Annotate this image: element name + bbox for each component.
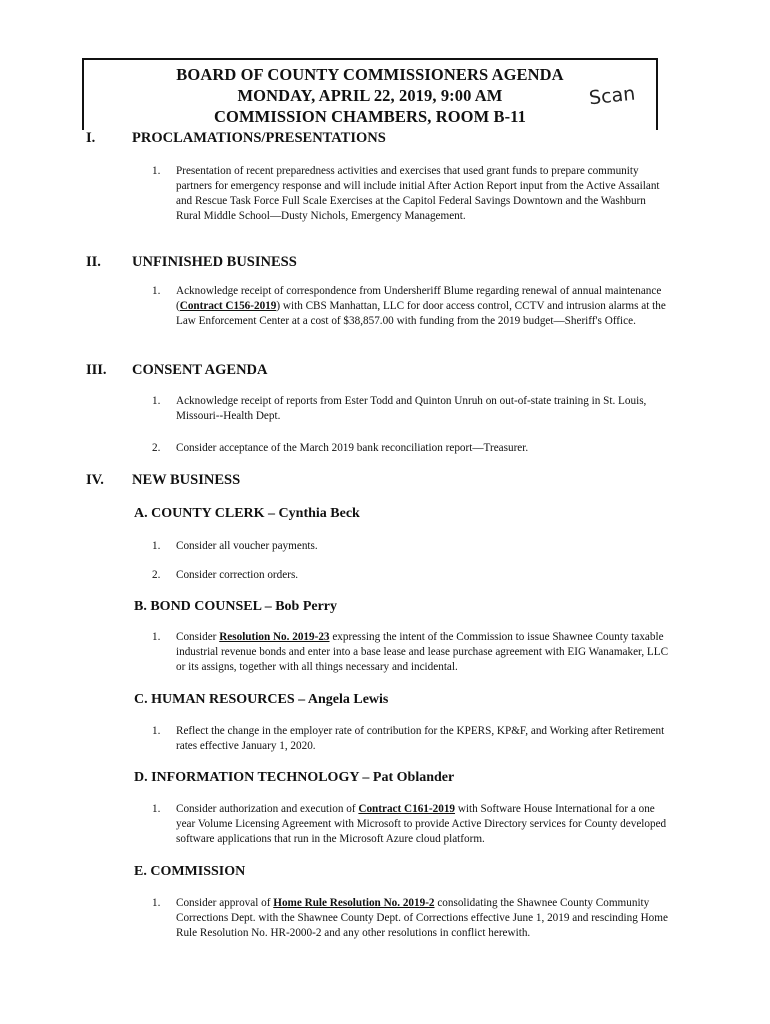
section-title: UNFINISHED BUSINESS — [132, 254, 297, 270]
agenda-item — [152, 568, 672, 583]
agenda-item — [152, 802, 672, 847]
item-number: 1. — [152, 395, 161, 407]
item-text: Consider all voucher payments. — [176, 540, 318, 552]
agenda-item — [152, 896, 672, 941]
item-number: 2. — [152, 442, 161, 454]
item-number: 1. — [152, 165, 161, 177]
agenda-item — [152, 441, 672, 456]
section-number: II. — [86, 254, 101, 270]
header-location: COMMISSION CHAMBERS, ROOM B-11 — [214, 107, 526, 126]
section-number: I. — [86, 130, 96, 146]
section-number: III. — [86, 362, 107, 378]
agenda-item — [152, 724, 672, 754]
item-text: Consider approval of Home Rule Resolution No. 2019-2 consolidating the Shawnee County Community Corrections Dept. with the Shawnee County Dept. of Corrections effective June 1, 2019 and rescinding Home Rule Resolution No. HR-2000-2 and any other resolutions in conflict herewith. — [176, 897, 668, 939]
item-number: 1. — [152, 285, 161, 297]
item-text: Reflect the change in the employer rate of contribution for the KPERS, KP&F, and Working after Retirement rates effective January 1, 2020. — [176, 725, 665, 752]
agenda-item — [152, 164, 672, 224]
handwritten-note: Scan — [587, 82, 637, 110]
item-number: 2. — [152, 569, 161, 581]
item-text: Consider authorization and execution of Contract C161-2019 with Software House International for a one year Volume Licensing Agreement with Microsoft to provide Active Directory services for County developed software applications that run in the Microsoft Azure cloud platform. — [176, 803, 667, 845]
agenda-item — [152, 394, 672, 424]
home-rule-resolution-link[interactable]: Home Rule Resolution No. 2019-2 — [273, 897, 435, 909]
agenda-item — [152, 284, 672, 329]
contract-link[interactable]: Contract C156-2019 — [179, 300, 277, 312]
subsection-title: C. HUMAN RESOURCES – Angela Lewis — [134, 692, 389, 707]
item-number: 1. — [152, 725, 161, 737]
subsection-title: E. COMMISSION — [134, 864, 246, 879]
agenda-item — [152, 630, 672, 675]
contract-link[interactable]: Contract C161-2019 — [358, 803, 456, 815]
section-title: NEW BUSINESS — [132, 472, 241, 488]
header-title: BOARD OF COUNTY COMMISSIONERS AGENDA — [176, 65, 564, 84]
resolution-link[interactable]: Resolution No. 2019-23 — [219, 631, 330, 643]
agenda-header — [82, 58, 658, 130]
item-text: Consider correction orders. — [176, 569, 299, 581]
item-text: Acknowledge receipt of reports from Ester Todd and Quinton Unruh on out-of-state training in St. Louis, Missouri--Health Dept. — [176, 395, 647, 422]
item-number: 1. — [152, 897, 161, 909]
subsection-title: A. COUNTY CLERK – Cynthia Beck — [134, 506, 360, 521]
subsection-title: D. INFORMATION TECHNOLOGY – Pat Oblander — [134, 770, 455, 785]
header-date: MONDAY, APRIL 22, 2019, 9:00 AM — [237, 86, 503, 105]
item-number: 1. — [152, 803, 161, 815]
item-number: 1. — [152, 631, 161, 643]
item-text: Consider acceptance of the March 2019 bank reconciliation report—Treasurer. — [176, 442, 529, 454]
section-title: CONSENT AGENDA — [132, 362, 268, 378]
agenda-item — [152, 539, 672, 554]
section-title: PROCLAMATIONS/PRESENTATIONS — [132, 130, 386, 146]
item-number: 1. — [152, 540, 161, 552]
item-text: Acknowledge receipt of correspondence from Undersheriff Blume regarding renewal of annual maintenance (Contract C156-2019) with CBS Manhattan, LLC for door access control, CCTV and intrusion alarms at the Law Enforcement Center at a cost of $38,857.00 with funding from the 2019 budget—Sheriff's Office. — [176, 285, 666, 327]
section-number: IV. — [86, 472, 104, 488]
item-text: Consider Resolution No. 2019-23 expressing the intent of the Commission to issue Shawnee County taxable industrial revenue bonds and enter into a base lease and lease purchase agreement with EIG Wanamaker, LLC or its assigns, together with all things necessary and incidental. — [176, 631, 669, 673]
subsection-title: B. BOND COUNSEL – Bob Perry — [134, 599, 338, 614]
item-text: Presentation of recent preparedness activities and exercises that used grant funds to prepare community partners for emergency response and will include initial After Action Report input from the Active Assailant and Rescue Task Force Full Scale Exercises at the Capitol Federal Savings Downtown and the Washburn Rural Middle School—Dusty Nichols, Emergency Management. — [176, 165, 660, 222]
